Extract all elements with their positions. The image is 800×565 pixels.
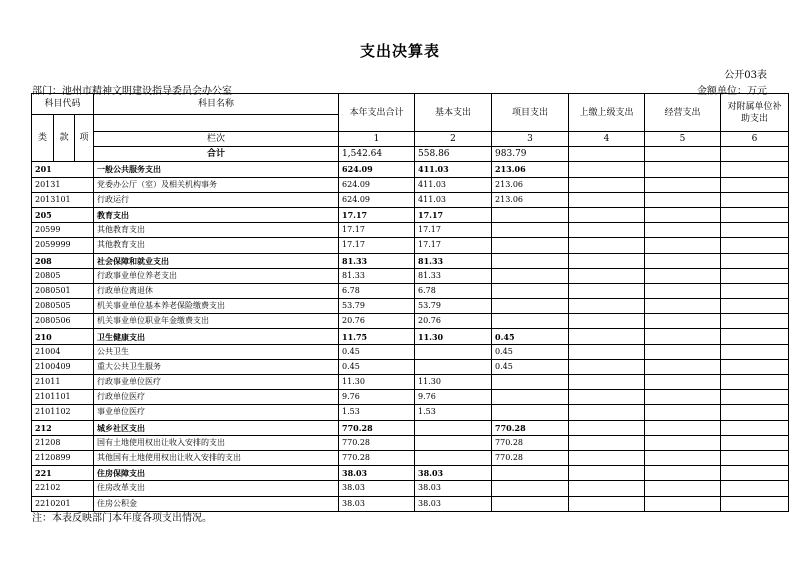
row-project	[492, 207, 569, 222]
row-basic	[415, 420, 492, 435]
table-row	[32, 344, 789, 359]
table-row	[32, 283, 789, 298]
row-name: 住房保障支出	[94, 466, 339, 481]
header-xiang: 项	[75, 115, 94, 162]
row-upper	[569, 299, 645, 314]
row-code: 208	[32, 253, 94, 268]
row-upper	[569, 435, 645, 450]
column-number-label: 栏次	[94, 132, 339, 147]
header-subsidy: 对附属单位补助支出	[721, 94, 789, 132]
row-subsidy	[721, 390, 789, 405]
row-total: 11.75	[339, 329, 415, 344]
row-basic: 17.17	[415, 207, 492, 222]
row-project	[492, 299, 569, 314]
row-code: 20805	[32, 268, 94, 283]
row-project: 213.06	[492, 162, 569, 177]
row-total: 6.78	[339, 283, 415, 298]
row-business	[645, 283, 721, 298]
form-code: 公开03表	[724, 70, 767, 81]
row-basic: 17.17	[415, 238, 492, 253]
row-subsidy	[721, 314, 789, 329]
total-project: 983.79	[492, 147, 569, 162]
row-code: 20131	[32, 177, 94, 192]
table-row	[32, 359, 789, 374]
row-project	[492, 466, 569, 481]
row-code: 210	[32, 329, 94, 344]
row-total: 9.76	[339, 390, 415, 405]
row-upper	[569, 253, 645, 268]
table-row	[32, 435, 789, 450]
total-row	[32, 147, 789, 162]
row-subsidy	[721, 253, 789, 268]
table-row	[32, 162, 789, 177]
row-project	[492, 314, 569, 329]
row-project	[492, 268, 569, 283]
row-subsidy	[721, 359, 789, 374]
row-basic	[415, 435, 492, 450]
row-basic: 81.33	[415, 268, 492, 283]
row-basic: 38.03	[415, 466, 492, 481]
row-code: 212	[32, 420, 94, 435]
row-subsidy	[721, 238, 789, 253]
row-name: 住房公积金	[94, 496, 339, 511]
row-name: 行政运行	[94, 192, 339, 207]
row-project	[492, 405, 569, 420]
row-total: 1.53	[339, 405, 415, 420]
row-upper	[569, 375, 645, 390]
row-business	[645, 162, 721, 177]
row-total: 624.09	[339, 162, 415, 177]
column-number: 1	[339, 132, 415, 147]
row-subsidy	[721, 450, 789, 465]
row-total: 53.79	[339, 299, 415, 314]
table-row	[32, 375, 789, 390]
column-number: 2	[415, 132, 492, 147]
row-basic: 6.78	[415, 283, 492, 298]
table-note: 注：本表反映部门本年度各项支出情况。	[32, 513, 212, 524]
row-basic: 20.76	[415, 314, 492, 329]
row-upper	[569, 496, 645, 511]
row-project: 770.28	[492, 435, 569, 450]
header-name: 科目名称	[94, 94, 339, 115]
row-upper	[569, 283, 645, 298]
row-basic: 38.03	[415, 481, 492, 496]
row-code: 221	[32, 466, 94, 481]
row-total: 38.03	[339, 481, 415, 496]
row-upper	[569, 314, 645, 329]
row-basic: 53.79	[415, 299, 492, 314]
table-row	[32, 314, 789, 329]
row-project	[492, 496, 569, 511]
row-total: 17.17	[339, 223, 415, 238]
table-row	[32, 390, 789, 405]
row-business	[645, 299, 721, 314]
row-upper	[569, 481, 645, 496]
row-name: 重大公共卫生服务	[94, 359, 339, 374]
row-code: 20599	[32, 223, 94, 238]
row-basic: 1.53	[415, 405, 492, 420]
table-row	[32, 481, 789, 496]
row-subsidy	[721, 177, 789, 192]
row-total: 38.03	[339, 496, 415, 511]
row-project: 0.45	[492, 344, 569, 359]
row-business	[645, 314, 721, 329]
row-code: 205	[32, 207, 94, 222]
row-business	[645, 375, 721, 390]
row-total: 624.09	[339, 192, 415, 207]
row-total: 0.45	[339, 359, 415, 374]
header-code: 科目代码	[32, 94, 94, 115]
row-code: 2080501	[32, 283, 94, 298]
row-name: 机关事业单位职业年金缴费支出	[94, 314, 339, 329]
row-total: 770.28	[339, 435, 415, 450]
row-total: 17.17	[339, 238, 415, 253]
table-row	[32, 238, 789, 253]
row-project: 770.28	[492, 450, 569, 465]
table-row	[32, 207, 789, 222]
row-basic: 411.03	[415, 192, 492, 207]
row-name: 社会保障和就业支出	[94, 253, 339, 268]
row-subsidy	[721, 435, 789, 450]
row-code: 2080505	[32, 299, 94, 314]
row-project	[492, 238, 569, 253]
row-project: 0.45	[492, 329, 569, 344]
row-subsidy	[721, 223, 789, 238]
page-title: 支出决算表	[359, 42, 440, 60]
row-subsidy	[721, 420, 789, 435]
table-row	[32, 450, 789, 465]
header-kuan: 款	[54, 115, 75, 162]
row-basic: 17.17	[415, 223, 492, 238]
row-name: 其他国有土地使用权出让收入安排的支出	[94, 450, 339, 465]
row-upper	[569, 344, 645, 359]
row-code: 2120899	[32, 450, 94, 465]
row-basic: 81.33	[415, 253, 492, 268]
row-code: 21004	[32, 344, 94, 359]
header-lei: 类	[32, 115, 54, 162]
row-subsidy	[721, 207, 789, 222]
row-code: 22102	[32, 481, 94, 496]
row-code: 2100409	[32, 359, 94, 374]
row-code: 21011	[32, 375, 94, 390]
row-business	[645, 405, 721, 420]
amount-unit-label: 金额单位：万元	[697, 86, 767, 97]
row-subsidy	[721, 375, 789, 390]
row-name: 国有土地使用权出让收入安排的支出	[94, 435, 339, 450]
row-business	[645, 496, 721, 511]
row-business	[645, 390, 721, 405]
row-basic	[415, 359, 492, 374]
row-basic: 11.30	[415, 375, 492, 390]
department-label: 部门：池州市精神文明建设指导委员会办公室	[32, 86, 232, 97]
row-code: 2013101	[32, 192, 94, 207]
row-total: 81.33	[339, 268, 415, 283]
row-upper	[569, 359, 645, 374]
row-upper	[569, 177, 645, 192]
row-code: 2101101	[32, 390, 94, 405]
row-business	[645, 481, 721, 496]
row-name: 公共卫生	[94, 344, 339, 359]
row-basic: 411.03	[415, 177, 492, 192]
header-total: 本年支出合计	[339, 94, 415, 132]
row-subsidy	[721, 299, 789, 314]
header-basic: 基本支出	[415, 94, 492, 132]
row-upper	[569, 329, 645, 344]
row-total: 770.28	[339, 420, 415, 435]
row-business	[645, 192, 721, 207]
row-name: 行政单位离退休	[94, 283, 339, 298]
row-name: 一般公共服务支出	[94, 162, 339, 177]
row-project	[492, 481, 569, 496]
row-name: 事业单位医疗	[94, 405, 339, 420]
row-upper	[569, 390, 645, 405]
total-label: 合计	[94, 147, 339, 162]
row-upper	[569, 466, 645, 481]
row-code: 2080506	[32, 314, 94, 329]
row-code: 201	[32, 162, 94, 177]
row-upper	[569, 223, 645, 238]
row-basic	[415, 450, 492, 465]
row-basic: 9.76	[415, 390, 492, 405]
row-name: 行政事业单位养老支出	[94, 268, 339, 283]
row-name: 城乡社区支出	[94, 420, 339, 435]
row-basic	[415, 344, 492, 359]
row-business	[645, 253, 721, 268]
row-business	[645, 344, 721, 359]
row-name: 教育支出	[94, 207, 339, 222]
row-name: 机关事业单位基本养老保险缴费支出	[94, 299, 339, 314]
row-name: 其他教育支出	[94, 223, 339, 238]
header-row	[32, 94, 789, 115]
row-subsidy	[721, 344, 789, 359]
row-basic: 411.03	[415, 162, 492, 177]
row-name: 行政事业单位医疗	[94, 375, 339, 390]
row-business	[645, 359, 721, 374]
row-business	[645, 223, 721, 238]
row-code: 2059999	[32, 238, 94, 253]
header-business: 经营支出	[645, 94, 721, 132]
row-business	[645, 207, 721, 222]
row-name: 行政单位医疗	[94, 390, 339, 405]
row-subsidy	[721, 405, 789, 420]
table-row	[32, 192, 789, 207]
row-upper	[569, 268, 645, 283]
row-upper	[569, 450, 645, 465]
table-row	[32, 420, 789, 435]
row-project: 213.06	[492, 192, 569, 207]
row-subsidy	[721, 268, 789, 283]
row-business	[645, 435, 721, 450]
row-total: 624.09	[339, 177, 415, 192]
table-row	[32, 253, 789, 268]
row-upper	[569, 207, 645, 222]
expenditure-table	[31, 93, 789, 512]
row-code: 2101102	[32, 405, 94, 420]
row-project	[492, 253, 569, 268]
row-business	[645, 177, 721, 192]
row-total: 17.17	[339, 207, 415, 222]
row-code: 2210201	[32, 496, 94, 511]
table-row	[32, 329, 789, 344]
header-project: 项目支出	[492, 94, 569, 132]
row-business	[645, 420, 721, 435]
row-project	[492, 223, 569, 238]
row-code: 21208	[32, 435, 94, 450]
row-project: 770.28	[492, 420, 569, 435]
row-project	[492, 375, 569, 390]
table-row	[32, 466, 789, 481]
row-subsidy	[721, 481, 789, 496]
total-basic: 558.86	[415, 147, 492, 162]
row-upper	[569, 162, 645, 177]
table-row	[32, 405, 789, 420]
row-name: 其他教育支出	[94, 238, 339, 253]
table-row	[32, 299, 789, 314]
row-business	[645, 450, 721, 465]
row-project	[492, 283, 569, 298]
row-basic: 38.03	[415, 496, 492, 511]
row-basic: 11.30	[415, 329, 492, 344]
row-business	[645, 329, 721, 344]
row-name: 党委办公厅（室）及相关机构事务	[94, 177, 339, 192]
row-subsidy	[721, 283, 789, 298]
row-total: 38.03	[339, 466, 415, 481]
row-project: 213.06	[492, 177, 569, 192]
row-project	[492, 390, 569, 405]
row-business	[645, 238, 721, 253]
row-total: 20.76	[339, 314, 415, 329]
header-upper: 上缴上级支出	[569, 94, 645, 132]
table-row	[32, 223, 789, 238]
row-total: 770.28	[339, 450, 415, 465]
row-total: 81.33	[339, 253, 415, 268]
row-upper	[569, 420, 645, 435]
column-number: 6	[721, 132, 789, 147]
row-upper	[569, 405, 645, 420]
row-name: 住房改革支出	[94, 481, 339, 496]
row-subsidy	[721, 329, 789, 344]
row-total: 11.30	[339, 375, 415, 390]
row-total: 0.45	[339, 344, 415, 359]
row-subsidy	[721, 496, 789, 511]
row-subsidy	[721, 466, 789, 481]
row-project: 0.45	[492, 359, 569, 374]
row-business	[645, 466, 721, 481]
table-body	[32, 162, 789, 511]
row-subsidy	[721, 192, 789, 207]
table-row	[32, 177, 789, 192]
row-business	[645, 268, 721, 283]
row-subsidy	[721, 162, 789, 177]
row-name: 卫生健康支出	[94, 329, 339, 344]
column-number: 5	[645, 132, 721, 147]
total-amount: 1,542.64	[339, 147, 415, 162]
column-number: 4	[569, 132, 645, 147]
row-upper	[569, 238, 645, 253]
table-row	[32, 268, 789, 283]
column-number-row	[32, 132, 789, 147]
column-number: 3	[492, 132, 569, 147]
row-upper	[569, 192, 645, 207]
